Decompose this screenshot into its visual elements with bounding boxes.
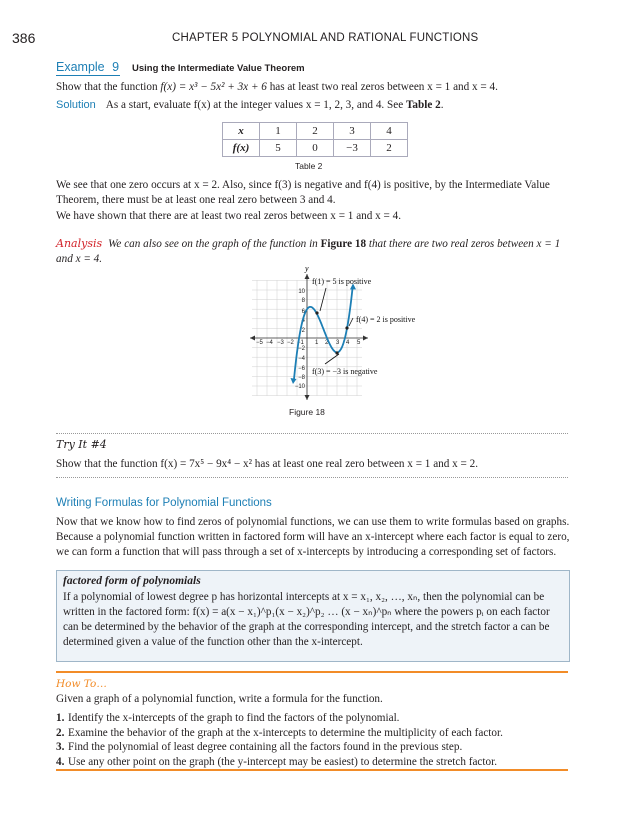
table-header-cell: f(x) (223, 140, 260, 157)
annotations (312, 277, 416, 376)
solution-text: As a start, evaluate f(x) at the integer values x = 1, 2, 3, and 4. See (105, 99, 406, 111)
definition-text: If a polynomial of lowest degree p has horizontal intercepts at x = x₁, x₂, …, xₙ, then the polynomial can be written in the factored form: f(x) = a(x − x₁)^p₁(x − x₂)^p₂ … (x − xₙ)^pₙ where the powers pᵢ on each factor can be determined by the behavior of the graph at the corresponding intercept, and the stretch factor a can be determined given a value of the function other than the x-intercept. (63, 591, 550, 648)
how-to-bottom-rule (56, 769, 568, 771)
x-tick-label: −2 (287, 340, 294, 346)
example-number: 9 (112, 60, 120, 74)
example-underline (56, 75, 120, 76)
step-number: 4. (56, 755, 65, 768)
annotation-f1: f(1) = 5 is positive (312, 277, 372, 286)
paragraph-conclusion: We have shown that there are at least two real zeros between x = 1 and x = 4. (56, 210, 402, 222)
try-it-divider-top (56, 433, 568, 434)
table-header-cell: x (223, 123, 260, 140)
table-cell: 5 (260, 140, 297, 157)
step-text: Use any other point on the graph (the y-intercept may be easiest) to determine the stretch factor. (68, 755, 498, 768)
section-heading: Writing Formulas for Polynomial Functions (56, 497, 272, 509)
y-tick-label: 10 (298, 289, 305, 295)
analysis-label: Analysis (56, 237, 103, 250)
solution-line (56, 98, 576, 113)
chapter-label: CHAPTER 5 (172, 32, 239, 44)
x-tick-label: 4 (346, 340, 350, 346)
try-it-label: Try It #4 (56, 438, 107, 451)
step-number: 2. (56, 726, 65, 739)
paragraph-zeros: We see that one zero occurs at x = 2. Also, since f(3) is negative and f(4) is positive, by the Intermediate Value Theorem, there must be at least one real zero between 3 and 4. (56, 179, 550, 206)
table-cell: 4 (371, 123, 408, 140)
try-it-text: Show that the function f(x) = 7x⁵ − 9x⁴ − x² has at least one real zero between x = 1 and x = 2. (56, 458, 479, 470)
y-axis-arrow-up (305, 274, 310, 279)
figure-caption: Figure 18 (289, 407, 325, 417)
section-paragraph: Now that we know how to find zeros of polynomial functions, we can use them to write formulas based on graphs. Because a polynomial function written in factored form will have an x-intercept where each factor is equal to zero, we can form a function that will pass through a set of x-intercepts by introducing a corresponding set of factors. (56, 516, 570, 558)
table-cell: 2 (297, 123, 334, 140)
y-tick-label: 4 (301, 318, 305, 324)
how-to-label: How To… (56, 678, 107, 690)
table-cell: −3 (334, 140, 371, 157)
point-f3 (335, 351, 338, 354)
x-tick-label: −5 (256, 340, 263, 346)
how-to-intro: Given a graph of a polynomial function, write a formula for the function. (56, 693, 383, 705)
analysis-text: We can also see on the graph of the function in (108, 238, 321, 250)
x-axis-arrow-left (250, 336, 255, 341)
annotation-f4: f(4) = 2 is positive (356, 315, 416, 324)
y-tick-label: −4 (298, 356, 305, 362)
example-tag (56, 60, 119, 74)
x-tick-labels (256, 340, 361, 346)
x-tick-label: −3 (277, 340, 284, 346)
table-caption: Table 2 (295, 161, 323, 171)
chapter-heading (172, 32, 478, 44)
definition-box (56, 570, 570, 662)
annotation-f3: f(3) = −3 is negative (312, 367, 378, 376)
y-tick-label: −8 (298, 375, 305, 381)
solution-end: . (440, 99, 444, 111)
x-tick-label: −4 (266, 340, 273, 346)
table-reference: Table 2 (405, 99, 441, 111)
y-tick-label: −6 (298, 366, 305, 372)
step-number: 3. (56, 741, 65, 753)
analysis-text-tail: that there are two real zeros between x = 1 and x = 4. (56, 238, 561, 265)
table-cell: 2 (371, 140, 408, 157)
how-to-steps (56, 711, 576, 769)
x-axis-arrow-right (363, 336, 368, 341)
list-item (56, 740, 576, 755)
x-tick-label: 1 (315, 340, 319, 346)
y-tick-label: 2 (301, 328, 305, 334)
table-cell: 0 (297, 140, 334, 157)
point-f1 (315, 311, 318, 314)
definition-title: factored form of polynomials (63, 575, 201, 587)
statement-tail: has at least two real zeros between x = 1 and x = 4. (266, 81, 498, 93)
y-tick-label: −10 (294, 384, 305, 390)
statement-text: Show that the function (56, 81, 161, 93)
step-text: Examine the behavior of the graph at the x-intercepts to determine the multiplicity of each factor. (68, 726, 503, 739)
y-tick-label: 6 (301, 309, 305, 315)
table-row (223, 140, 408, 157)
values-table (222, 122, 408, 157)
step-number: 1. (56, 712, 65, 724)
x-tick-label: 2 (325, 340, 329, 346)
figure-reference: Figure 18 (320, 238, 367, 250)
example-header (56, 60, 576, 76)
function-expression: f(x) = x³ − 5x² + 3x + 6 (160, 81, 267, 93)
solution-label: Solution (56, 99, 96, 111)
example-statement (56, 80, 576, 95)
y-tick-label: 8 (301, 298, 305, 304)
y-axis-label: y (305, 266, 309, 273)
step-text: Identify the x-intercepts of the graph to find the factors of the polynomial. (68, 712, 400, 724)
point-f4 (345, 326, 348, 329)
chapter-title: POLYNOMIAL AND RATIONAL FUNCTIONS (241, 32, 479, 44)
x-tick-label: −1 (297, 340, 304, 346)
y-tick-label: −2 (298, 346, 305, 352)
x-tick-label: 5 (357, 340, 361, 346)
table-row (223, 123, 408, 140)
how-to-top-rule (56, 671, 568, 673)
step-text: Find the polynomial of least degree containing all the factors found in the previous step. (68, 741, 463, 753)
list-item (56, 726, 576, 741)
try-it-divider-bottom (56, 477, 568, 478)
y-axis-arrow-down (305, 395, 310, 400)
figure-18-graph (250, 266, 450, 406)
example-label: Example (56, 60, 105, 74)
analysis-note (56, 236, 576, 267)
x-tick-label: 3 (336, 340, 340, 346)
example-title: Using the Intermediate Value Theorem (132, 63, 305, 74)
table-cell: 3 (334, 123, 371, 140)
table-cell: 1 (260, 123, 297, 140)
page-number: 386 (12, 30, 36, 46)
list-item (56, 755, 576, 770)
list-item (56, 711, 576, 726)
